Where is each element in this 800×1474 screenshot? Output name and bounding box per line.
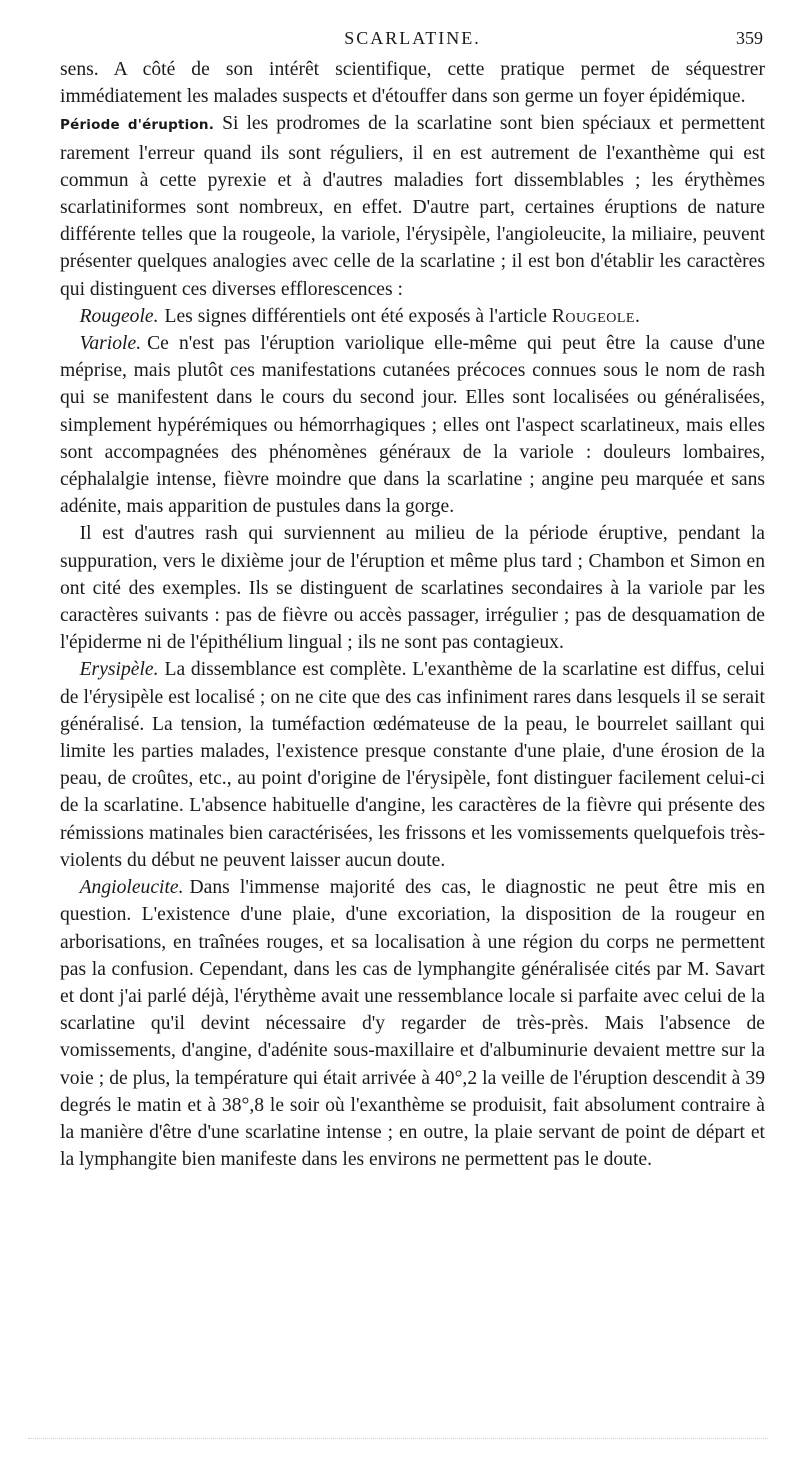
page [60, 28, 765, 1173]
angioleucite-text: Dans l'immense majorité des cas, le diagnostic ne peut être mis en question. L'existence d'une plaie, d'une excoriation, la disposition de la rougeur en arborisations, en traînées rouges, et sa localisation à une région du corps ne permettent pas la confusion. Cependant, dans les cas de lymphangite généralisée cités par M. Savart et dont j'ai parlé déjà, l'érythème avait une ressemblance locale si parfaite avec celui de la scarlatine qu'il devint nécessaire d'y regarder de très-près. Mais l'absence de vomissements, d'angine, d'adénite sous-maxillaire et d'albuminurie devaient mettre sur la voie ; de plus, la température qui était arrivée à 40°,2 la veille de l'éruption descendit à 39 degrés le matin et à 38°,8 le soir où l'exanthème se produisit, fait absolument contraire à la manière d'être d'une scarlatine intense ; en outre, la plaie servant de point de départ et la lymphangite bien manifeste dans les environs ne permettent pas le doute. [60, 877, 765, 1171]
entry-angioleucite [60, 874, 765, 1173]
erysipele-text: La dissemblance est complète. L'exanthème de la scarlatine est diffus, celui de l'érysipèle est localisé ; on ne cite que des cas infiniment rares dans lesquels il se serait généralisé. La tension, la tuméfaction œdémateuse de la peau, le bourrelet saillant qui limite les parties malades, l'existence presque constante d'une plaie, d'une érosion de la peau, de croûtes, etc., au point d'origine de l'érysipèle, font distinguer facilement celui-ci de la scarlatine. L'absence habituelle d'angine, les caractères de la fièvre qui présente des rémissions matinales bien caractérisées, les frissons et les vomissements quelquefois très-violents du début ne peuvent laisser aucun doute. [60, 659, 765, 871]
intro-paragraph: sens. A côté de son intérêt scientifique, cette pratique permet de séquestrer immédiatement les malades suspects et d'étouffer dans son germe un foyer épidémique. [60, 59, 765, 108]
term-variole: Variole. [79, 333, 142, 355]
section-heading: Période d'éruption. [60, 117, 215, 134]
term-angioleucite: Angioleucite. [79, 877, 184, 899]
running-title: SCARLATINE. [344, 28, 481, 48]
term-rougeole: Rougeole. [79, 305, 159, 327]
entry-erysipele [60, 656, 765, 874]
page-bottom-edge [28, 1438, 768, 1441]
body-text [60, 56, 765, 1173]
rougeole-text: Les signes différentiels ont été exposés à l'article [164, 305, 547, 327]
term-erysipele: Erysipèle. [79, 659, 159, 681]
entry-rougeole [60, 303, 765, 330]
rougeole-reference: Rougeole. [551, 305, 641, 327]
variole-text: Ce n'est pas l'éruption variolique elle-même qui peut être la cause d'une méprise, mais plutôt ces manifestations cutanées précoces connues sous le nom de rash qui se manifestent dans le cours du second jour. Elles sont localisées ou généralisées, simplement hypérémiques ou hémorrhagiques ; elles ont l'aspect scarlatineux, mais elles sont accompagnées des phénomènes généraux de la variole : douleurs lombaires, céphalalgie intense, fièvre moindre que dans la scarlatine ; angine peu marquée et sans adénite, mais apparition de pustules dans la gorge. [60, 333, 765, 518]
entry-variole [60, 330, 765, 520]
section-paragraph [60, 110, 765, 302]
variole-continuation-text: Il est d'autres rash qui surviennent au milieu de la période éruptive, pendant la suppuration, vers le dixième jour de l'éruption et même plus tard ; Chambon et Simon en ont cité des exemples. Ils se distinguent de scarlatines secondaires à la variole par les caractères suivants : pas de fièvre ou accès passager, irrégulier ; pas de desquamation de l'épiderme ni de l'épithélium lingual ; ils ne sont pas contagieux. [60, 523, 765, 654]
running-header [60, 28, 765, 56]
section-text: Si les prodromes de la scarlatine sont bien spéciaux et permettent rarement l'erreur quand ils sont réguliers, il en est autrement de l'exanthème qui est commun à cette pyrexie et à d'autres maladies fort dissemblables ; les érythèmes scarlatiniformes sont nombreux, en effet. D'autre part, certaines éruptions de nature différente telles que la rougeole, la variole, l'érysipèle, l'angioleucite, la miliaire, peuvent présenter quelques analogies avec celle de la scarlatine ; il est bon d'établir les caractères qui distinguent ces diverses efflorescences : [60, 113, 765, 300]
page-number: 359 [736, 28, 763, 48]
variole-continuation [60, 520, 765, 656]
